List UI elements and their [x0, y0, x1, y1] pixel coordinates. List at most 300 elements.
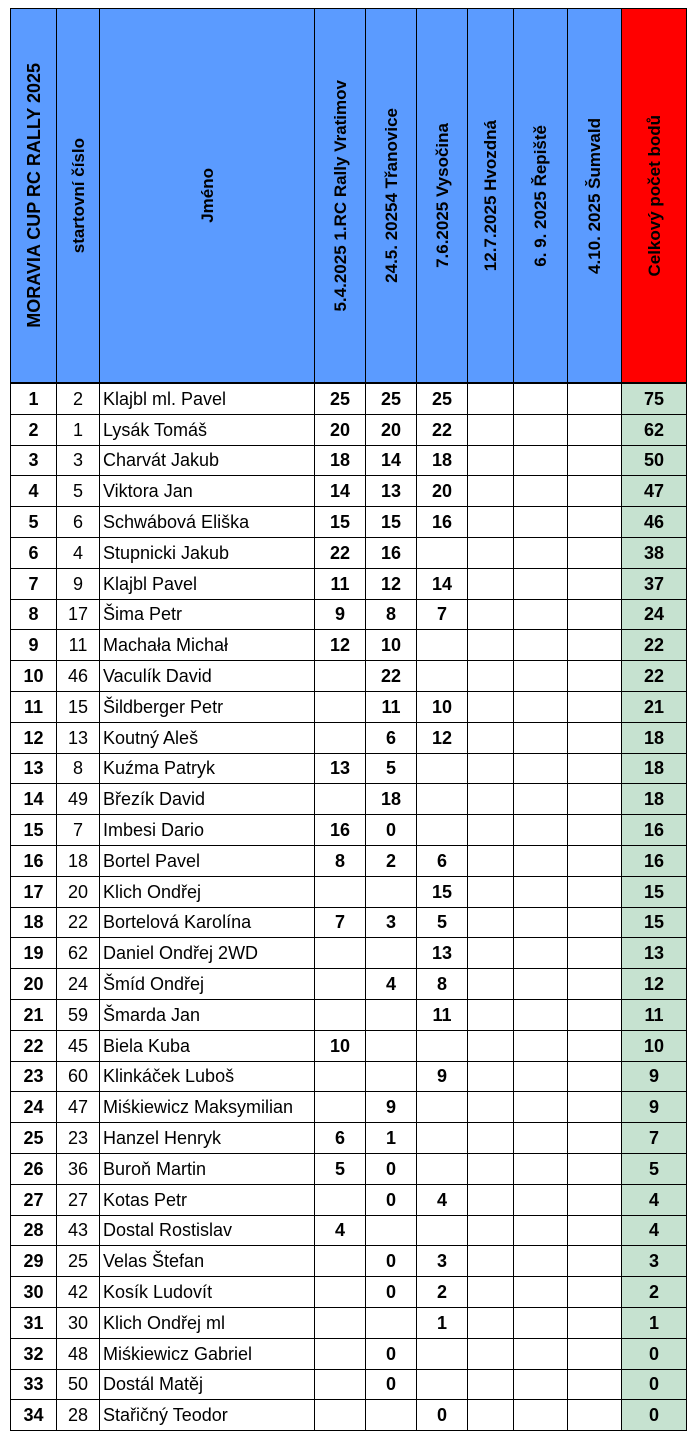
round-label: 4.10. 2025 Šumvald — [585, 117, 604, 274]
round-points-cell — [468, 938, 514, 969]
start-number-cell: 49 — [57, 784, 100, 815]
round-points-cell: 9 — [315, 599, 366, 630]
round-points-cell — [514, 414, 568, 445]
position-cell: 8 — [11, 599, 57, 630]
total-points-cell: 10 — [622, 1030, 687, 1061]
round-points-cell: 2 — [417, 1277, 468, 1308]
total-points-cell: 12 — [622, 969, 687, 1000]
round-points-cell — [514, 1369, 568, 1400]
driver-name-cell: Kosík Ludovít — [100, 1277, 315, 1308]
driver-name-cell: Stařičný Teodor — [100, 1400, 315, 1431]
round-points-cell — [514, 815, 568, 846]
table-header — [11, 9, 687, 384]
total-points-cell: 4 — [622, 1215, 687, 1246]
round-points-cell — [417, 1092, 468, 1123]
table-row — [11, 1338, 687, 1369]
start-number-cell: 23 — [57, 1123, 100, 1154]
round-points-cell: 7 — [315, 907, 366, 938]
round-points-cell: 14 — [315, 476, 366, 507]
position-cell: 25 — [11, 1123, 57, 1154]
driver-name-cell: Klajbl ml. Pavel — [100, 383, 315, 414]
round-points-cell: 11 — [366, 691, 417, 722]
position-cell: 3 — [11, 445, 57, 476]
round-points-cell: 11 — [417, 999, 468, 1030]
round-header-4 — [468, 9, 514, 384]
total-points-cell: 9 — [622, 1061, 687, 1092]
position-cell: 32 — [11, 1338, 57, 1369]
total-points-cell: 7 — [622, 1123, 687, 1154]
start-number-header — [57, 9, 100, 384]
round-points-cell — [568, 414, 622, 445]
round-points-cell — [568, 691, 622, 722]
round-points-cell: 9 — [417, 1061, 468, 1092]
round-points-cell — [568, 445, 622, 476]
start-number-cell: 6 — [57, 507, 100, 538]
round-points-cell — [468, 784, 514, 815]
round-points-cell — [468, 630, 514, 661]
round-points-cell: 18 — [417, 445, 468, 476]
round-points-cell — [568, 599, 622, 630]
table-row — [11, 815, 687, 846]
round-points-cell — [568, 907, 622, 938]
driver-name-cell: Šmarda Jan — [100, 999, 315, 1030]
table-row — [11, 1215, 687, 1246]
total-points-cell: 1 — [622, 1307, 687, 1338]
table-row — [11, 1400, 687, 1431]
round-points-cell — [568, 476, 622, 507]
round-points-cell — [568, 753, 622, 784]
total-points-cell: 38 — [622, 537, 687, 568]
round-points-cell — [366, 1400, 417, 1431]
round-points-cell: 10 — [315, 1030, 366, 1061]
round-points-cell — [468, 845, 514, 876]
round-points-cell — [514, 753, 568, 784]
round-points-cell: 8 — [417, 969, 468, 1000]
round-points-cell — [366, 1061, 417, 1092]
start-number-cell: 17 — [57, 599, 100, 630]
round-points-cell — [514, 1400, 568, 1431]
round-points-cell: 25 — [366, 383, 417, 414]
total-points-cell: 2 — [622, 1277, 687, 1308]
round-points-cell — [514, 876, 568, 907]
start-number-cell: 45 — [57, 1030, 100, 1061]
round-points-cell — [468, 383, 514, 414]
round-points-cell: 6 — [366, 722, 417, 753]
round-points-cell — [468, 1246, 514, 1277]
driver-name-cell: Buroň Martin — [100, 1153, 315, 1184]
table-row — [11, 383, 687, 414]
total-points-cell: 22 — [622, 630, 687, 661]
table-row — [11, 476, 687, 507]
table-row — [11, 1123, 687, 1154]
round-points-cell: 4 — [417, 1184, 468, 1215]
round-points-cell: 16 — [315, 815, 366, 846]
start-number-cell: 42 — [57, 1277, 100, 1308]
round-points-cell: 22 — [366, 661, 417, 692]
position-cell: 27 — [11, 1184, 57, 1215]
round-points-cell: 0 — [366, 1369, 417, 1400]
total-points-cell: 18 — [622, 784, 687, 815]
total-points-cell: 16 — [622, 815, 687, 846]
round-points-cell — [417, 537, 468, 568]
round-points-cell — [468, 1400, 514, 1431]
round-points-cell — [417, 753, 468, 784]
round-points-cell — [315, 1307, 366, 1338]
start-number-cell: 28 — [57, 1400, 100, 1431]
round-points-cell — [514, 1215, 568, 1246]
round-points-cell — [315, 1369, 366, 1400]
table-row — [11, 568, 687, 599]
start-number-label: startovní číslo — [68, 137, 88, 254]
position-cell: 15 — [11, 815, 57, 846]
round-points-cell — [468, 1184, 514, 1215]
position-cell: 2 — [11, 414, 57, 445]
round-points-cell: 13 — [366, 476, 417, 507]
round-points-cell — [568, 1277, 622, 1308]
start-number-cell: 62 — [57, 938, 100, 969]
round-points-cell — [417, 815, 468, 846]
table-row — [11, 537, 687, 568]
round-points-cell: 22 — [315, 537, 366, 568]
driver-name-cell: Šmíd Ondřej — [100, 969, 315, 1000]
driver-name-cell: Šildberger Petr — [100, 691, 315, 722]
round-points-cell — [514, 1246, 568, 1277]
round-points-cell — [514, 999, 568, 1030]
round-points-cell — [366, 1215, 417, 1246]
driver-name-cell: Bortel Pavel — [100, 845, 315, 876]
round-points-cell: 8 — [315, 845, 366, 876]
table-row — [11, 445, 687, 476]
driver-name-cell: Kotas Petr — [100, 1184, 315, 1215]
total-points-cell: 5 — [622, 1153, 687, 1184]
start-number-cell: 22 — [57, 907, 100, 938]
round-points-cell — [568, 568, 622, 599]
round-points-cell — [417, 1123, 468, 1154]
round-points-cell — [468, 815, 514, 846]
round-points-cell — [514, 1184, 568, 1215]
total-points-cell: 4 — [622, 1184, 687, 1215]
round-points-cell: 16 — [366, 537, 417, 568]
round-points-cell — [568, 630, 622, 661]
round-points-cell — [417, 784, 468, 815]
round-points-cell: 0 — [417, 1400, 468, 1431]
total-points-cell: 0 — [622, 1338, 687, 1369]
round-points-cell: 10 — [417, 691, 468, 722]
position-cell: 29 — [11, 1246, 57, 1277]
round-points-cell — [568, 1030, 622, 1061]
round-points-cell — [417, 630, 468, 661]
position-cell: 10 — [11, 661, 57, 692]
start-number-cell: 20 — [57, 876, 100, 907]
table-row — [11, 876, 687, 907]
round-points-cell — [468, 445, 514, 476]
driver-name-cell: Kuźma Patryk — [100, 753, 315, 784]
round-points-cell: 14 — [417, 568, 468, 599]
round-points-cell — [568, 1246, 622, 1277]
round-points-cell — [468, 691, 514, 722]
driver-name-cell: Biela Kuba — [100, 1030, 315, 1061]
position-cell: 9 — [11, 630, 57, 661]
driver-name-cell: Miśkiewicz Maksymilian — [100, 1092, 315, 1123]
round-points-cell — [568, 876, 622, 907]
table-row — [11, 1061, 687, 1092]
round-points-cell — [417, 661, 468, 692]
start-number-cell: 60 — [57, 1061, 100, 1092]
round-points-cell: 13 — [417, 938, 468, 969]
round-points-cell — [468, 1092, 514, 1123]
round-points-cell — [315, 999, 366, 1030]
round-points-cell: 0 — [366, 1153, 417, 1184]
driver-name-cell: Klinkáček Luboš — [100, 1061, 315, 1092]
round-header-5 — [514, 9, 568, 384]
round-points-cell — [468, 1123, 514, 1154]
round-points-cell — [468, 568, 514, 599]
total-points-cell: 18 — [622, 722, 687, 753]
driver-name-cell: Březík David — [100, 784, 315, 815]
round-points-cell — [568, 1338, 622, 1369]
round-points-cell — [468, 1061, 514, 1092]
round-points-cell — [568, 1307, 622, 1338]
round-points-cell — [468, 722, 514, 753]
round-points-cell — [514, 661, 568, 692]
start-number-cell: 27 — [57, 1184, 100, 1215]
round-points-cell: 20 — [366, 414, 417, 445]
round-points-cell — [568, 999, 622, 1030]
start-number-cell: 9 — [57, 568, 100, 599]
driver-name-cell: Dostál Matěj — [100, 1369, 315, 1400]
start-number-cell: 4 — [57, 537, 100, 568]
round-points-cell — [468, 969, 514, 1000]
table-body — [11, 383, 687, 1431]
round-points-cell — [315, 784, 366, 815]
table-row — [11, 969, 687, 1000]
driver-name-cell: Machała Michał — [100, 630, 315, 661]
driver-name-cell: Viktora Jan — [100, 476, 315, 507]
total-points-cell: 11 — [622, 999, 687, 1030]
round-points-cell: 12 — [315, 630, 366, 661]
round-points-cell: 1 — [366, 1123, 417, 1154]
round-points-cell — [315, 969, 366, 1000]
round-points-cell: 6 — [315, 1123, 366, 1154]
position-cell: 7 — [11, 568, 57, 599]
position-cell: 19 — [11, 938, 57, 969]
round-points-cell — [315, 1400, 366, 1431]
start-number-cell: 43 — [57, 1215, 100, 1246]
position-cell: 23 — [11, 1061, 57, 1092]
start-number-cell: 8 — [57, 753, 100, 784]
name-header — [100, 9, 315, 384]
round-points-cell — [514, 691, 568, 722]
total-points-cell: 3 — [622, 1246, 687, 1277]
driver-name-cell: Klajbl Pavel — [100, 568, 315, 599]
round-points-cell — [468, 661, 514, 692]
start-number-cell: 50 — [57, 1369, 100, 1400]
cup-title: MORAVIA CUP RC RALLY 2025 — [23, 63, 44, 328]
round-points-cell — [568, 1123, 622, 1154]
total-points-cell: 18 — [622, 753, 687, 784]
driver-name-cell: Daniel Ondřej 2WD — [100, 938, 315, 969]
round-points-cell: 15 — [366, 507, 417, 538]
round-points-cell: 0 — [366, 1246, 417, 1277]
round-points-cell: 20 — [315, 414, 366, 445]
total-points-cell: 24 — [622, 599, 687, 630]
round-points-cell: 15 — [315, 507, 366, 538]
total-points-cell: 16 — [622, 845, 687, 876]
start-number-cell: 3 — [57, 445, 100, 476]
table-row — [11, 784, 687, 815]
position-cell: 22 — [11, 1030, 57, 1061]
total-points-cell: 50 — [622, 445, 687, 476]
round-label: 6. 9. 2025 Řepiště — [531, 124, 550, 267]
total-points-cell: 62 — [622, 414, 687, 445]
round-points-cell — [514, 630, 568, 661]
round-points-cell — [417, 1153, 468, 1184]
round-points-cell: 4 — [315, 1215, 366, 1246]
start-number-cell: 1 — [57, 414, 100, 445]
position-cell: 16 — [11, 845, 57, 876]
position-cell: 21 — [11, 999, 57, 1030]
total-points-cell: 22 — [622, 661, 687, 692]
position-cell: 24 — [11, 1092, 57, 1123]
table-row — [11, 753, 687, 784]
round-points-cell: 0 — [366, 1277, 417, 1308]
start-number-cell: 2 — [57, 383, 100, 414]
driver-name-cell: Bortelová Karolína — [100, 907, 315, 938]
round-points-cell — [568, 661, 622, 692]
round-header-1 — [315, 9, 366, 384]
round-points-cell — [315, 938, 366, 969]
round-points-cell: 1 — [417, 1307, 468, 1338]
round-points-cell — [514, 568, 568, 599]
position-cell: 17 — [11, 876, 57, 907]
start-number-cell: 46 — [57, 661, 100, 692]
driver-name-cell: Šima Petr — [100, 599, 315, 630]
round-points-cell — [568, 938, 622, 969]
total-points-cell: 37 — [622, 568, 687, 599]
round-points-cell — [315, 1092, 366, 1123]
cup-title-header — [11, 9, 57, 384]
name-label: Jméno — [197, 168, 217, 223]
total-points-header — [622, 9, 687, 384]
round-header-3 — [417, 9, 468, 384]
round-points-cell — [514, 1061, 568, 1092]
driver-name-cell: Klich Ondřej ml — [100, 1307, 315, 1338]
total-points-cell: 47 — [622, 476, 687, 507]
round-header-6 — [568, 9, 622, 384]
round-points-cell — [568, 1092, 622, 1123]
driver-name-cell: Schwábová Eliška — [100, 507, 315, 538]
driver-name-cell: Dostal Rostislav — [100, 1215, 315, 1246]
table-row — [11, 845, 687, 876]
table-row — [11, 1277, 687, 1308]
round-points-cell — [568, 784, 622, 815]
start-number-cell: 30 — [57, 1307, 100, 1338]
table-row — [11, 938, 687, 969]
round-points-cell — [514, 1030, 568, 1061]
round-points-cell — [514, 1153, 568, 1184]
round-points-cell — [468, 1369, 514, 1400]
round-points-cell: 22 — [417, 414, 468, 445]
round-points-cell: 3 — [417, 1246, 468, 1277]
total-points-cell: 13 — [622, 938, 687, 969]
table-row — [11, 507, 687, 538]
round-points-cell — [514, 722, 568, 753]
round-points-cell — [514, 1307, 568, 1338]
driver-name-cell: Charvát Jakub — [100, 445, 315, 476]
table-row — [11, 1153, 687, 1184]
round-points-cell — [468, 599, 514, 630]
table-row — [11, 722, 687, 753]
round-points-cell — [514, 907, 568, 938]
round-points-cell — [468, 414, 514, 445]
table-row — [11, 999, 687, 1030]
round-points-cell — [468, 999, 514, 1030]
total-points-cell: 9 — [622, 1092, 687, 1123]
round-points-cell — [514, 383, 568, 414]
round-points-cell — [417, 1338, 468, 1369]
round-points-cell — [468, 1307, 514, 1338]
round-points-cell — [417, 1030, 468, 1061]
round-points-cell: 0 — [366, 815, 417, 846]
round-points-cell — [568, 815, 622, 846]
round-points-cell: 9 — [366, 1092, 417, 1123]
round-points-cell: 2 — [366, 845, 417, 876]
round-points-cell — [315, 661, 366, 692]
position-cell: 33 — [11, 1369, 57, 1400]
round-points-cell: 5 — [366, 753, 417, 784]
round-points-cell — [514, 1277, 568, 1308]
round-points-cell — [514, 1338, 568, 1369]
table-row — [11, 1030, 687, 1061]
position-cell: 20 — [11, 969, 57, 1000]
table-row — [11, 907, 687, 938]
round-points-cell — [514, 1092, 568, 1123]
position-cell: 11 — [11, 691, 57, 722]
round-points-cell — [315, 1277, 366, 1308]
start-number-cell: 5 — [57, 476, 100, 507]
round-points-cell — [514, 445, 568, 476]
start-number-cell: 47 — [57, 1092, 100, 1123]
round-points-cell — [568, 537, 622, 568]
round-points-cell — [366, 999, 417, 1030]
start-number-cell: 48 — [57, 1338, 100, 1369]
round-header-2 — [366, 9, 417, 384]
driver-name-cell: Lysák Tomáš — [100, 414, 315, 445]
round-label: 5.4.2025 1.RC Rally Vratimov — [330, 79, 350, 312]
round-label: 24.5. 20254 Třanovice — [381, 108, 401, 283]
round-points-cell: 7 — [417, 599, 468, 630]
round-points-cell: 16 — [417, 507, 468, 538]
round-points-cell — [417, 1369, 468, 1400]
start-number-cell: 15 — [57, 691, 100, 722]
round-points-cell — [514, 1123, 568, 1154]
round-points-cell — [468, 1153, 514, 1184]
position-cell: 31 — [11, 1307, 57, 1338]
round-points-cell — [514, 537, 568, 568]
round-points-cell: 6 — [417, 845, 468, 876]
round-points-cell — [468, 1030, 514, 1061]
round-points-cell — [315, 691, 366, 722]
start-number-cell: 18 — [57, 845, 100, 876]
table-row — [11, 1184, 687, 1215]
round-points-cell — [514, 507, 568, 538]
round-points-cell: 18 — [315, 445, 366, 476]
round-points-cell — [568, 383, 622, 414]
position-cell: 12 — [11, 722, 57, 753]
round-points-cell — [366, 1307, 417, 1338]
start-number-cell: 13 — [57, 722, 100, 753]
position-cell: 28 — [11, 1215, 57, 1246]
